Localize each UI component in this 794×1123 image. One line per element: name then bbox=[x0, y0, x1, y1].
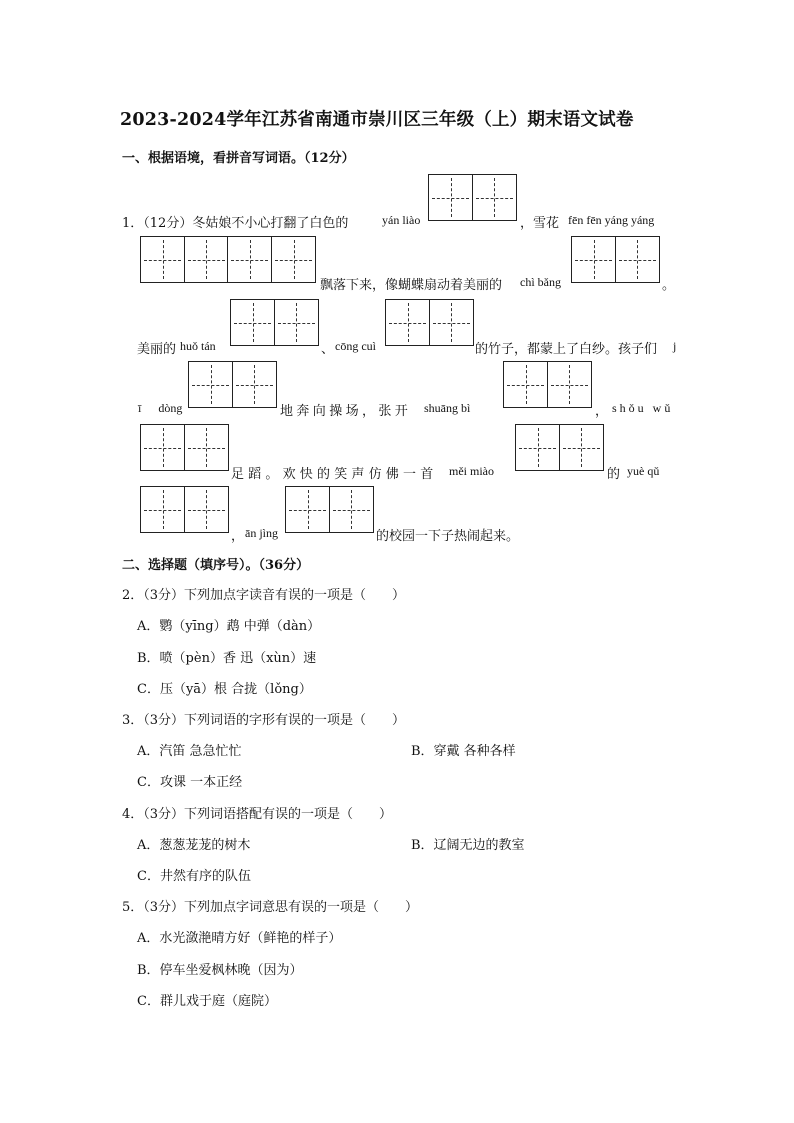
answer-cell[interactable] bbox=[274, 299, 319, 346]
answer-cell[interactable] bbox=[184, 486, 229, 533]
q5-stem: 5．（3分）下列加点字词意思有误的一项是（ ） bbox=[122, 900, 419, 915]
answer-boxes-shouwu[interactable] bbox=[140, 424, 229, 471]
q1-text-3: 飘落下来，像蝴蝶扇动着美丽的 bbox=[320, 278, 503, 293]
q3-option-a[interactable]: A．汽笛 急急忙忙 bbox=[137, 744, 242, 759]
q4-option-a[interactable]: A．葱葱茏茏的树木 bbox=[137, 838, 251, 853]
pinyin-shouwu: shǒu wǔ bbox=[612, 401, 674, 415]
answer-cell[interactable] bbox=[230, 299, 275, 346]
q1-text-13: 的校园一下子热闹起来。 bbox=[376, 529, 520, 544]
answer-cell[interactable] bbox=[503, 361, 548, 408]
q4-option-b[interactable]: B．辽阔无边的教室 bbox=[411, 838, 525, 853]
q2-option-a[interactable]: A．鹦（yīng）鹉 中弹（dàn） bbox=[137, 619, 321, 634]
pinyin-jidong-b: ī dòng bbox=[138, 401, 183, 415]
pinyin-yanliao: yán liào bbox=[382, 213, 421, 227]
q4-option-c[interactable]: C．井然有序的队伍 bbox=[137, 869, 251, 884]
answer-cell[interactable] bbox=[515, 424, 560, 471]
q1-text-2: ，雪花 bbox=[520, 216, 560, 231]
answer-cell[interactable] bbox=[547, 361, 592, 408]
answer-boxes-shuangbi[interactable] bbox=[503, 361, 592, 408]
q4-stem: 4．（3分）下列词语搭配有误的一项是（ ） bbox=[122, 807, 393, 822]
answer-cell[interactable] bbox=[285, 486, 330, 533]
q5-option-a[interactable]: A．水光潋滟晴方好（鲜艳的样子） bbox=[137, 931, 342, 946]
answer-cell[interactable] bbox=[232, 361, 277, 408]
q1-text-12: ， bbox=[231, 529, 245, 544]
answer-cell[interactable] bbox=[615, 236, 660, 283]
q1-text-1: 1．（12分）冬姑娘不小心打翻了白色的 bbox=[122, 216, 349, 231]
q5-option-b[interactable]: B．停车坐爱枫林晚（因为） bbox=[137, 963, 303, 978]
answer-cell[interactable] bbox=[140, 236, 185, 283]
answer-boxes-yuequ[interactable] bbox=[140, 486, 229, 533]
q2-option-c[interactable]: C．压（yā）根 合拢（lǒng） bbox=[137, 682, 312, 697]
q1-text-8: 地奔向操场，张开 bbox=[280, 404, 412, 419]
pinyin-jidong-a: j bbox=[673, 339, 677, 353]
section-heading-2: 二、选择题（填序号）。（36分） bbox=[122, 558, 310, 573]
pinyin-yuequ: yuè qǔ bbox=[627, 464, 660, 478]
q1-text-10: 足蹈。欢快的笑声仿佛一首 bbox=[231, 467, 438, 482]
pinyin-meimiao: měi miào bbox=[449, 464, 494, 478]
q3-option-b[interactable]: B．穿戴 各种各样 bbox=[411, 744, 516, 759]
answer-cell[interactable] bbox=[429, 299, 474, 346]
answer-cell[interactable] bbox=[227, 236, 272, 283]
answer-boxes-jidong[interactable] bbox=[188, 361, 277, 408]
q2-option-b[interactable]: B．喷（pèn）香 迅（xùn）速 bbox=[137, 651, 317, 666]
answer-boxes-huotan[interactable] bbox=[230, 299, 319, 346]
q1-text-6: 、 bbox=[321, 342, 335, 357]
pinyin-congcui: cōng cuì bbox=[335, 339, 376, 353]
answer-boxes-yanliao[interactable] bbox=[428, 174, 517, 221]
answer-cell[interactable] bbox=[571, 236, 616, 283]
answer-boxes-congcui[interactable] bbox=[385, 299, 474, 346]
pinyin-anjing: ān jìng bbox=[245, 526, 278, 540]
answer-boxes-fenfenyangyang[interactable] bbox=[140, 236, 316, 283]
q5-option-c[interactable]: C．群儿戏于庭（庭院） bbox=[137, 994, 277, 1009]
page-title: 2023-2024学年江苏省南通市崇川区三年级（上）期末语文试卷 bbox=[120, 110, 634, 130]
q2-stem: 2．（3分）下列加点字读音有误的一项是（ ） bbox=[122, 588, 406, 603]
q1-text-9: ， bbox=[595, 404, 609, 419]
answer-cell[interactable] bbox=[271, 236, 316, 283]
answer-cell[interactable] bbox=[140, 424, 185, 471]
q3-stem: 3．（3分）下列词语的字形有误的一项是（ ） bbox=[122, 713, 406, 728]
q1-text-7: 的竹子，都蒙上了白纱。孩子们 bbox=[475, 342, 658, 357]
section-heading-1: 一、根据语境，看拼音写词语。（12分） bbox=[122, 151, 355, 166]
q1-text-5: 美丽的 bbox=[137, 342, 177, 357]
pinyin-chibang: chì bǎng bbox=[520, 275, 561, 289]
answer-cell[interactable] bbox=[329, 486, 374, 533]
answer-cell[interactable] bbox=[184, 236, 229, 283]
pinyin-shuangbi: shuāng bì bbox=[424, 401, 471, 415]
answer-boxes-chibang[interactable] bbox=[571, 236, 660, 283]
answer-cell[interactable] bbox=[428, 174, 473, 221]
answer-boxes-anjing[interactable] bbox=[285, 486, 374, 533]
answer-cell[interactable] bbox=[184, 424, 229, 471]
answer-boxes-meimiao[interactable] bbox=[515, 424, 604, 471]
answer-cell[interactable] bbox=[472, 174, 517, 221]
q1-text-4: 。 bbox=[662, 278, 676, 293]
q3-option-c[interactable]: C．攻课 一本正经 bbox=[137, 775, 243, 790]
pinyin-huotan: huǒ tán bbox=[180, 339, 216, 353]
q1-text-11: 的 bbox=[607, 467, 621, 482]
pinyin-fenfenyangyang: fēn fēn yáng yáng bbox=[568, 213, 655, 227]
answer-cell[interactable] bbox=[188, 361, 233, 408]
answer-cell[interactable] bbox=[140, 486, 185, 533]
answer-cell[interactable] bbox=[559, 424, 604, 471]
answer-cell[interactable] bbox=[385, 299, 430, 346]
